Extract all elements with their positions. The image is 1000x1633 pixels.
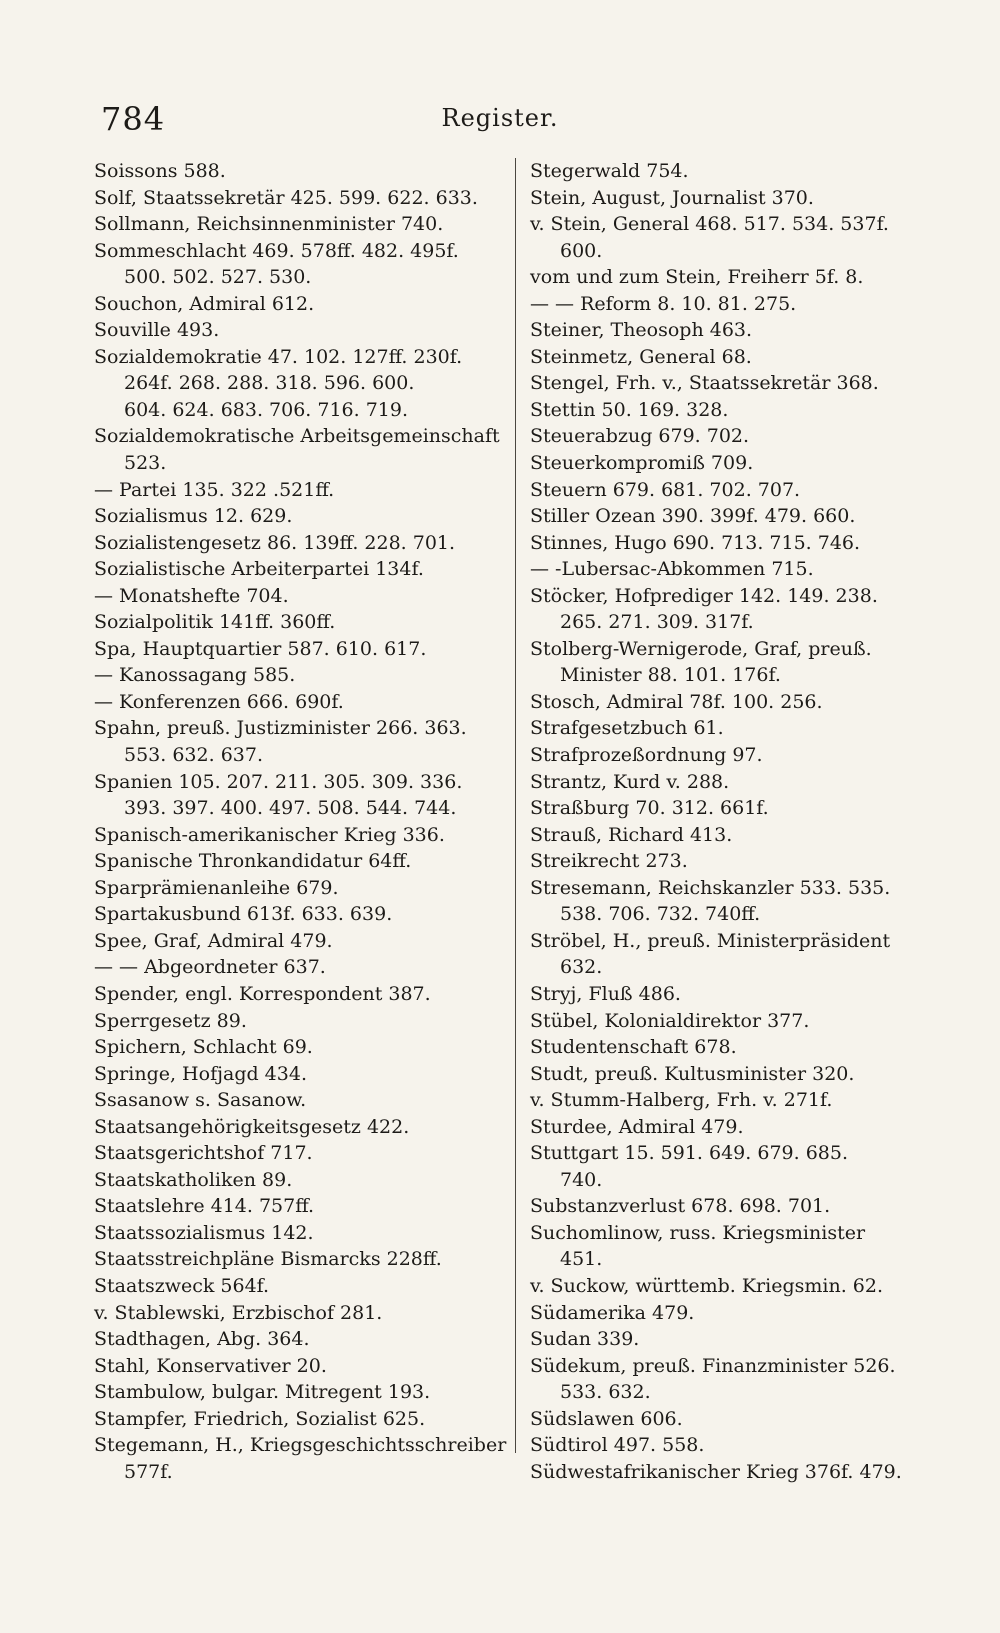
index-entry-line: 632. [560,956,603,979]
index-entry-line: Stresemann, Reichskanzler 533. 535. [530,876,891,899]
index-entry-line: 265. 271. 309. 317f. [560,611,754,634]
index-entry-line: Spender, engl. Korrespondent 387. [94,982,431,1005]
index-entry-line: Springe, Hofjagd 434. [94,1062,307,1085]
index-entry-line: — Kanossagang 585. [94,664,296,687]
running-head: Register. [441,104,559,132]
index-entry-line: Minister 88. 101. 176f. [560,664,781,687]
index-entry-line: 264f. 268. 288. 318. 596. 600. [124,372,415,395]
index-entry-line: Soissons 588. [94,160,226,182]
index-entry-line: v. Stumm-Halberg, Frh. v. 271f. [530,1089,833,1112]
index-entry-line: Stiller Ozean 390. 399f. 479. 660. [530,505,856,528]
index-entry-line: Spanische Thronkandidatur 64ff. [94,850,412,873]
index-entry-line: v. Stein, General 468. 517. 534. 537f. [530,213,889,236]
index-entry-line: Staatskatholiken 89. [94,1168,293,1191]
index-entry-line: Strafprozeßordnung 97. [530,744,763,767]
index-entry-line: v. Suckow, württemb. Kriegsmin. 62. [530,1274,883,1297]
index-entry-line: Spichern, Schlacht 69. [94,1036,313,1059]
index-entry-line: Stolberg-Wernigerode, Graf, preuß. [530,637,872,660]
index-entry-line: Strafgesetzbuch 61. [530,717,724,740]
index-entry-line: Suchomlinow, russ. Kriegsminister [530,1221,866,1244]
index-entry-line: Stengel, Frh. v., Staatssekretär 368. [530,372,879,395]
index-entry-line: Stadthagen, Abg. 364. [94,1328,310,1351]
index-entry-line: Sozialistengesetz 86. 139ff. 228. 701. [94,531,456,554]
index-entry-line: Sozialpolitik 141ff. 360ff. [94,611,336,634]
index-entry-line: Spartakusbund 613f. 633. 639. [94,903,393,926]
index-entry-line: — Konferenzen 666. 690f. [94,690,344,713]
index-entry-line: v. Stablewski, Erzbischof 281. [94,1301,383,1324]
index-entry-line: Strauß, Richard 413. [530,823,733,846]
index-entry-line: Stinnes, Hugo 690. 713. 715. 746. [530,531,861,554]
index-entry-line: Sperrgesetz 89. [94,1009,247,1032]
index-entry-line: 533. 632. [560,1381,651,1404]
index-entry-line: Sozialistische Arbeiterpartei 134f. [94,558,424,581]
index-entry-line: Streikrecht 273. [530,850,688,873]
index-entry-line: Stosch, Admiral 78f. 100. 256. [530,690,823,713]
index-entry-line: — Partei 135. 322 .521ff. [94,478,335,501]
index-entry-line: Stahl, Konservativer 20. [94,1354,327,1377]
index-entry-line: Strantz, Kurd v. 288. [530,770,730,793]
index-entry-line: Spahn, preuß. Justizminister 266. 363. [94,717,467,740]
index-entry-line: Spa, Hauptquartier 587. 610. 617. [94,637,427,660]
index-entry-line: Südtirol 497. 558. [530,1434,705,1457]
index-entry-line: 538. 706. 732. 740ff. [560,903,761,926]
index-entry-line: Sozialismus 12. 629. [94,505,293,528]
index-entry-line: Ssasanow s. Sasanow. [94,1089,307,1112]
index-entry-line: 577f. [124,1460,173,1483]
index-entry-line: Südslawen 606. [530,1407,683,1430]
index-entry-line: Südekum, preuß. Finanzminister 526. [530,1354,896,1377]
index-entry-line: Sommeschlacht 469. 578ff. 482. 495f. [94,239,459,262]
index-entry-line: Spee, Graf, Admiral 479. [94,929,333,952]
index-entry-line: Spanisch-amerikanischer Krieg 336. [94,823,445,846]
index-entry-line: 740. [560,1168,603,1191]
index-entry-line: 523. [124,452,167,475]
index-entry-line: Stegemann, H., Kriegsgeschichtsschreiber [94,1434,507,1457]
index-entry-line: Ströbel, H., preuß. Ministerpräsident [530,929,891,952]
index-entry-line: Sudan 339. [530,1328,640,1351]
index-entry-line: 393. 397. 400. 497. 508. 544. 744. [124,797,457,820]
index-entry-line: Staatssozialismus 142. [94,1221,314,1244]
index-entry-line: 500. 502. 527. 530. [124,266,312,289]
index-entry-line: Steuerkompromiß 709. [530,452,754,475]
index-entry-line: Studt, preuß. Kultusminister 320. [530,1062,855,1085]
index-entry-line: Staatszweck 564f. [94,1274,270,1297]
index-entry-line: Spanien 105. 207. 211. 305. 309. 336. [94,770,463,793]
index-entry-line: Stettin 50. 169. 328. [530,398,729,421]
index-entry-line: Staatsgerichtshof 717. [94,1142,313,1165]
index-entry-line: Sozialdemokratische Arbeitsgemeinschaft [94,425,500,448]
index-entry-line: Solf, Staatssekretär 425. 599. 622. 633. [94,186,478,209]
index-entry-line: vom und zum Stein, Freiherr 5f. 8. [530,266,864,289]
index-entry-line: Sturdee, Admiral 479. [530,1115,744,1138]
index-entry-line: Südwestafrikanischer Krieg 376f. 479. [530,1460,902,1483]
index-entry-line: Stryj, Fluß 486. [530,982,681,1005]
index-column-right [530,158,930,1485]
index-entry-line: Straßburg 70. 312. 661f. [530,797,769,820]
index-entry-line: Südamerika 479. [530,1301,695,1324]
index-entry-line: Steiner, Theosoph 463. [530,319,753,342]
index-entry-line: Stuttgart 15. 591. 649. 679. 685. [530,1142,848,1165]
index-entry-line: Steinmetz, General 68. [530,345,752,368]
index-entry-line: Souchon, Admiral 612. [94,292,315,315]
index-entry-line: Staatslehre 414. 757ff. [94,1195,315,1218]
index-entry-line: Steuern 679. 681. 702. 707. [530,478,801,501]
index-entry-line: 600. [560,239,603,262]
index-entry-line: — Monatshefte 704. [94,584,289,607]
index-entry-line: Souville 493. [94,319,220,342]
index-entry-line: Stübel, Kolonialdirektor 377. [530,1009,810,1032]
page-number: 784 [101,100,166,138]
index-entry-line: Stambulow, bulgar. Mitregent 193. [94,1381,431,1404]
index-entry-line: Studentenschaft 678. [530,1036,737,1059]
index-entry-line: Sozialdemokratie 47. 102. 127ff. 230f. [94,345,463,368]
index-entry-line: Steuerabzug 679. 702. [530,425,750,448]
index-entry-line: Stampfer, Friedrich, Sozialist 625. [94,1407,426,1430]
index-entry-line: Substanzverlust 678. 698. 701. [530,1195,831,1218]
index-entry-line: 604. 624. 683. 706. 716. 719. [124,398,409,421]
index-entry-line: — -Lubersac-Abkommen 715. [530,558,814,581]
index-entry-line: 553. 632. 637. [124,744,263,767]
index-entry-line: Stein, August, Journalist 370. [530,186,814,209]
index-entry-line: Sparprämienanleihe 679. [94,876,339,899]
index-entry-line: — — Reform 8. 10. 81. 275. [530,292,797,315]
index-entry-line: 451. [560,1248,603,1271]
index-entry-line: Staatsangehörigkeitsgesetz 422. [94,1115,410,1138]
index-entry-line: Sollmann, Reichsinnenminister 740. [94,213,444,236]
index-entry-line: Stöcker, Hofprediger 142. 149. 238. [530,584,878,607]
index-entry-line: — — Abgeordneter 637. [94,956,326,979]
column-divider [515,158,516,1453]
index-entry-line: Staatsstreichpläne Bismarcks 228ff. [94,1248,442,1271]
index-column-left [94,158,507,1485]
index-entry-line: Stegerwald 754. [530,160,689,182]
